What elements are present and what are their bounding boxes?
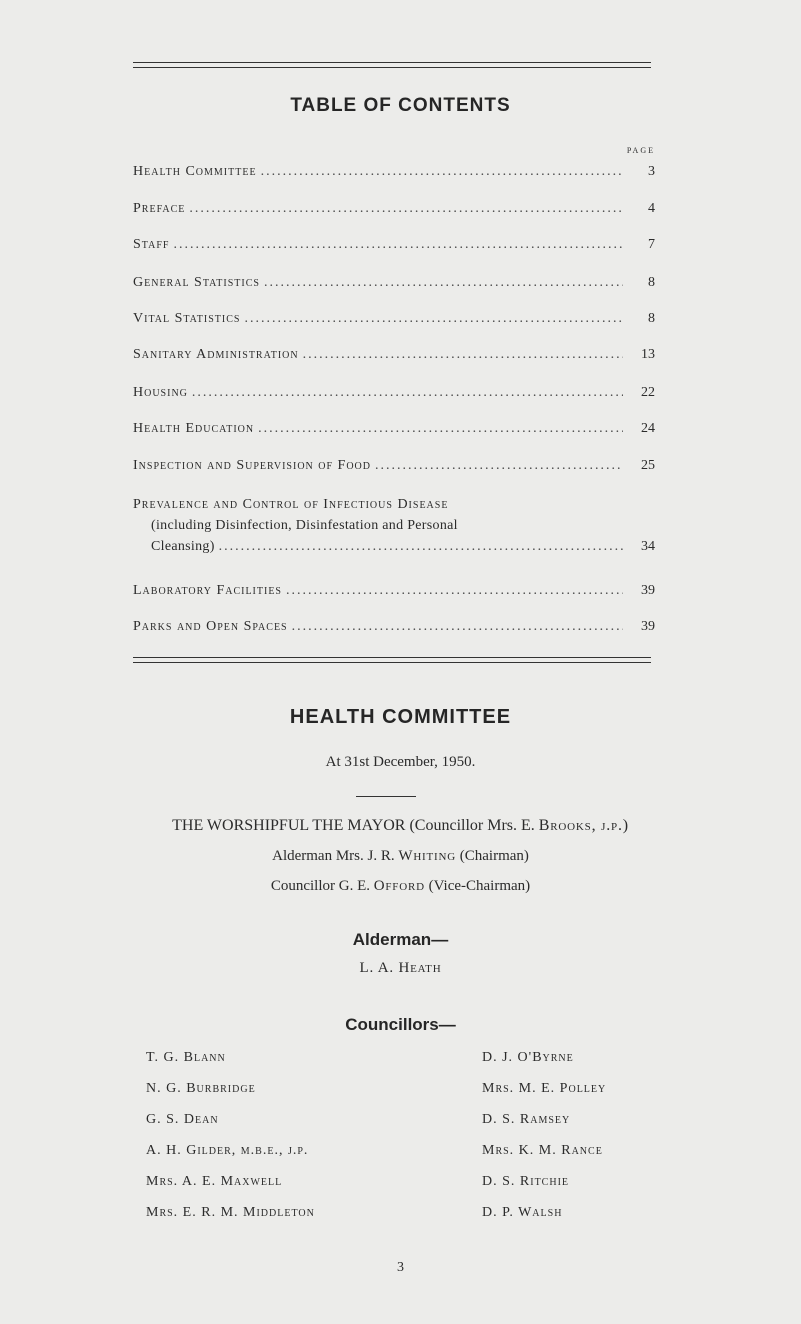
toc-leader-dots bbox=[192, 384, 623, 402]
toc-entry-title: Prevalence and Control of Infectious Disease bbox=[133, 497, 449, 512]
councillor-left: N. G. Burbridge bbox=[146, 1081, 256, 1096]
councillors-heading: Councillors— bbox=[345, 1015, 456, 1034]
councillor-right: D. J. O'Byrne bbox=[482, 1050, 574, 1065]
toc-leader-dots bbox=[292, 618, 623, 636]
chairman-name: Whiting bbox=[398, 848, 456, 864]
councillor-right: Mrs. K. M. Rance bbox=[482, 1143, 603, 1158]
toc-entry-general-statistics bbox=[133, 274, 655, 292]
toc-entry-health-education bbox=[133, 420, 655, 438]
short-divider bbox=[356, 796, 416, 797]
toc-entry-staff bbox=[133, 236, 655, 254]
toc-title: TABLE OF CONTENTS bbox=[290, 95, 511, 116]
chairman-prefix: Alderman Mrs. J. R. bbox=[272, 848, 399, 864]
chairman-suffix: (Chairman) bbox=[456, 848, 529, 864]
toc-entry-page: 7 bbox=[648, 237, 655, 252]
toc-entry-housing bbox=[133, 384, 655, 402]
vice-chairman-line bbox=[0, 876, 801, 896]
toc-leader-dots bbox=[244, 310, 623, 328]
councillor-right: D. P. Walsh bbox=[482, 1205, 563, 1220]
toc-leader-dots bbox=[173, 236, 623, 254]
toc-entry-page: 39 bbox=[641, 583, 655, 598]
toc-entry-page: 34 bbox=[641, 539, 655, 554]
vice-chairman-suffix: (Vice-Chairman) bbox=[424, 878, 531, 894]
toc-entry-title: General Statistics bbox=[133, 275, 260, 290]
toc-entry-title: Laboratory Facilities bbox=[133, 583, 282, 598]
mayor-suffix: , j.p.) bbox=[591, 817, 629, 834]
toc-entry-title: Preface bbox=[133, 201, 186, 216]
committee-date: At 31st December, 1950. bbox=[325, 754, 476, 770]
councillor-left: T. G. Blann bbox=[146, 1050, 226, 1065]
toc-leader-dots bbox=[303, 346, 623, 364]
toc-leader-dots bbox=[258, 420, 623, 438]
toc-entry-page: 39 bbox=[641, 619, 655, 634]
toc-leader-dots bbox=[261, 163, 623, 181]
councillor-right: D. S. Ritchie bbox=[482, 1174, 570, 1189]
toc-entry-title: Sanitary Administration bbox=[133, 347, 299, 362]
toc-entry-page: 4 bbox=[648, 201, 655, 216]
toc-entry-title: Housing bbox=[133, 385, 188, 400]
toc-entry-page: 3 bbox=[648, 164, 655, 179]
councillor-left: Mrs. A. E. Maxwell bbox=[146, 1174, 283, 1189]
vice-chairman-name: Offord bbox=[373, 878, 425, 894]
toc-entry-title: Vital Statistics bbox=[133, 311, 241, 326]
toc-entry-page: 25 bbox=[641, 458, 655, 473]
alderman-name: L. A. Heath bbox=[359, 960, 442, 976]
toc-entry-page: 8 bbox=[648, 275, 655, 290]
toc-page-column-label: page bbox=[626, 144, 655, 156]
mayor-prefix: THE WORSHIPFUL THE MAYOR (Councillor Mrs. E. bbox=[172, 817, 539, 834]
alderman-list bbox=[0, 958, 801, 978]
toc-entry-sanitary-administration bbox=[133, 346, 655, 364]
councillor-left: Mrs. E. R. M. Middleton bbox=[146, 1205, 315, 1220]
toc-leader-dots bbox=[286, 582, 623, 600]
toc-entry-vital-statistics bbox=[133, 310, 655, 328]
toc-leader-dots bbox=[189, 200, 623, 218]
vice-chairman-prefix: Councillor G. E. bbox=[270, 878, 374, 894]
toc-entry-subtitle: (including Disinfection, Disinfestation and Personal bbox=[151, 518, 458, 533]
toc-entry-page: 8 bbox=[648, 311, 655, 326]
toc-leader-dots bbox=[375, 457, 623, 475]
toc-entry-infectious-disease bbox=[133, 496, 655, 556]
mayor-name: Brooks bbox=[538, 817, 592, 834]
toc-entry-title: Health Education bbox=[133, 421, 255, 436]
toc-entry-page: 13 bbox=[641, 347, 655, 362]
toc-leader-dots bbox=[219, 538, 623, 556]
councillor-left: A. H. Gilder, m.b.e., j.p. bbox=[146, 1143, 309, 1158]
toc-entry-page: 24 bbox=[641, 421, 655, 436]
councillor-left: G. S. Dean bbox=[146, 1112, 219, 1127]
councillor-right: Mrs. M. E. Polley bbox=[482, 1081, 607, 1096]
toc-entry-title: Staff bbox=[133, 237, 170, 252]
toc-entry-preface bbox=[133, 200, 655, 218]
committee-title: HEALTH COMMITTEE bbox=[289, 706, 512, 728]
toc-entry-subtitle-continued: Cleansing) bbox=[151, 539, 215, 554]
top-double-rule bbox=[133, 62, 651, 68]
chairman-line bbox=[0, 846, 801, 866]
toc-entry-title: Health Committee bbox=[133, 164, 257, 179]
toc-entry-inspection-of-food bbox=[133, 457, 655, 475]
toc-entry-title: Parks and Open Spaces bbox=[133, 619, 288, 634]
page-number: 3 bbox=[397, 1260, 404, 1275]
alderman-heading: Alderman— bbox=[352, 930, 449, 949]
mayor-line bbox=[0, 816, 801, 836]
toc-entry-page: 22 bbox=[641, 385, 655, 400]
councillor-right: D. S. Ramsey bbox=[482, 1112, 571, 1127]
toc-entry-parks-open-spaces bbox=[133, 618, 655, 636]
toc-entry-laboratory-facilities bbox=[133, 582, 655, 600]
toc-entry-title: Inspection and Supervision of Food bbox=[133, 458, 371, 473]
toc-entry-health-committee bbox=[133, 163, 655, 181]
toc-leader-dots bbox=[264, 274, 623, 292]
section-double-rule bbox=[133, 657, 651, 663]
